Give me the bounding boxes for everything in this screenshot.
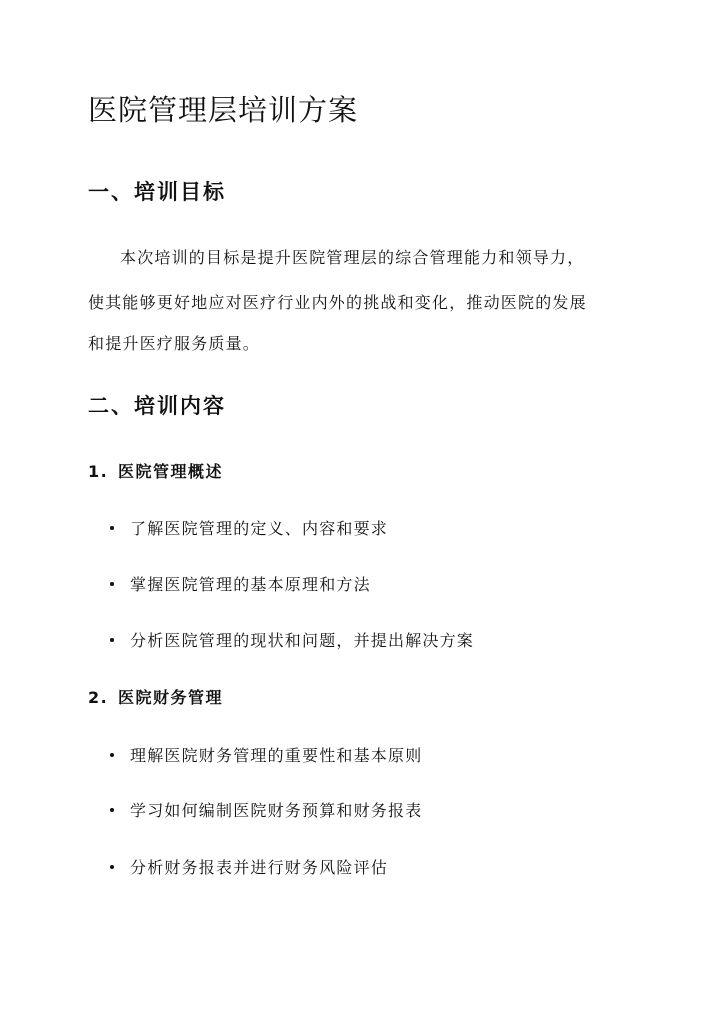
list-item <box>110 855 388 878</box>
bullet-dot-icon <box>110 808 114 812</box>
section-heading-goals: 一、培训目标 <box>88 180 226 204</box>
goals-paragraph-line-2: 使其能够更好地应对医疗行业内外的挑战和变化，推动医院的发展 <box>88 293 587 312</box>
list-item-text: 分析医院管理的现状和问题，并提出解决方案 <box>130 631 475 650</box>
subsection-number: 1. <box>88 462 109 481</box>
list-item-text: 了解医院管理的定义、内容和要求 <box>130 519 389 538</box>
bullet-dot-icon <box>110 582 114 586</box>
subsection-heading-finance <box>88 685 223 708</box>
subsection-heading-overview <box>88 459 223 482</box>
list-item <box>110 798 422 821</box>
bullet-dot-icon <box>110 638 114 642</box>
subsection-number: 2. <box>88 688 109 707</box>
list-item <box>110 516 388 539</box>
bullet-dot-icon <box>110 865 114 869</box>
list-item <box>110 743 422 766</box>
list-item-text: 分析财务报表并进行财务风险评估 <box>130 858 389 877</box>
document-title: 医院管理层培训方案 <box>88 93 359 127</box>
bullet-dot-icon <box>110 753 114 757</box>
list-item-text: 理解医院财务管理的重要性和基本原则 <box>130 746 423 765</box>
goals-paragraph-line-1: 本次培训的目标是提升医院管理层的综合管理能力和领导力， <box>120 248 585 267</box>
subsection-title: 医院财务管理 <box>118 688 224 707</box>
goals-paragraph-line-3: 和提升医疗服务质量。 <box>88 334 261 353</box>
list-item <box>110 628 474 651</box>
section-heading-content: 二、培训内容 <box>88 394 226 418</box>
bullet-dot-icon <box>110 526 114 530</box>
subsection-title: 医院管理概述 <box>118 462 224 481</box>
list-item <box>110 572 371 595</box>
list-item-text: 掌握医院管理的基本原理和方法 <box>130 575 371 594</box>
list-item-text: 学习如何编制医院财务预算和财务报表 <box>130 801 423 820</box>
